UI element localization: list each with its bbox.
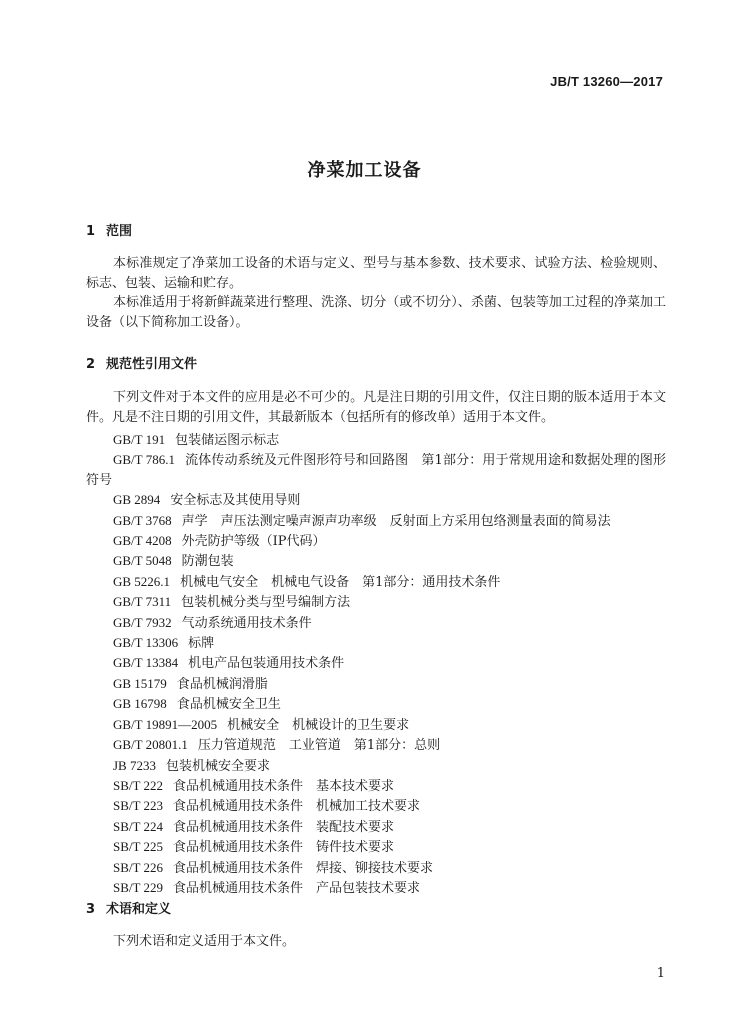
section-3-heading <box>86 898 171 917</box>
reference-title: 机电产品包装通用技术条件 <box>188 656 345 672</box>
reference-code: GB/T 13384 <box>113 655 179 671</box>
reference-title: 包装机械安全要求 <box>165 758 270 774</box>
reference-title: 食品机械通用技术条件 产品包装技术要求 <box>172 880 420 896</box>
reference-code: JB 7233 <box>113 757 156 773</box>
reference-item <box>86 776 666 796</box>
reference-code: GB/T 7932 <box>113 614 172 630</box>
standard-code: JB/T 13260—2017 <box>550 74 663 89</box>
section-2-heading <box>86 353 197 372</box>
reference-item <box>86 592 666 612</box>
reference-code: GB/T 786.1 <box>113 452 176 468</box>
reference-code: GB/T 5048 <box>113 553 172 569</box>
reference-code: GB/T 13306 <box>113 635 179 651</box>
reference-item <box>86 572 666 592</box>
reference-title: 外壳防护等级（IP代码） <box>181 534 326 550</box>
reference-item <box>86 430 666 450</box>
reference-code: GB/T 3768 <box>113 512 172 528</box>
reference-title: 食品机械通用技术条件 铸件技术要求 <box>172 840 394 856</box>
section-1-paragraph-1: 本标准规定了净菜加工设备的术语与定义、型号与基本参数、技术要求、试验方法、检验规则、标志、包装、运输和贮存。 <box>86 256 666 291</box>
reference-title: 食品机械润滑脂 <box>176 676 268 692</box>
reference-item <box>86 715 666 735</box>
reference-title: 包装机械分类与型号编制方法 <box>181 595 351 611</box>
reference-item <box>86 450 666 490</box>
reference-title: 食品机械通用技术条件 焊接、铆接技术要求 <box>172 860 433 876</box>
reference-item <box>86 796 666 816</box>
document-title: 净菜加工设备 <box>307 160 422 181</box>
section-3-intro: 下列术语和定义适用于本文件。 <box>113 934 296 949</box>
normative-reference-list <box>86 430 666 898</box>
reference-code: SB/T 229 <box>113 879 163 895</box>
reference-item <box>86 531 666 551</box>
section-1-paragraph-2: 本标准适用于将新鲜蔬菜进行整理、洗涤、切分（或不切分）、杀菌、包装等加工过程的净菜加工设备（以下简称加工设备）。 <box>86 295 666 330</box>
section-2-title: 规范性引用文件 <box>106 357 198 372</box>
reference-item <box>86 694 666 714</box>
reference-item <box>86 858 666 878</box>
section-1-title: 范围 <box>106 224 133 239</box>
section-1-number: 1 <box>86 224 96 239</box>
reference-code: GB/T 191 <box>113 432 166 447</box>
reference-title: 食品机械通用技术条件 基本技术要求 <box>172 778 394 794</box>
reference-item <box>86 653 666 673</box>
reference-item <box>86 837 666 857</box>
reference-code: GB/T 7311 <box>113 594 172 610</box>
reference-item <box>86 878 666 898</box>
reference-code: SB/T 225 <box>113 839 163 855</box>
section-3-number: 3 <box>86 902 96 917</box>
reference-title: 标牌 <box>188 636 215 652</box>
reference-code: GB/T 20801.1 <box>113 737 188 753</box>
reference-title: 压力管道规范 工业管道 第1部分：总则 <box>197 738 441 754</box>
section-3-title: 术语和定义 <box>106 902 172 917</box>
reference-title: 声学 声压法测定噪声源声功率级 反射面上方采用包络测量表面的简易法 <box>181 513 611 529</box>
reference-item <box>86 735 666 755</box>
reference-code: GB 2894 <box>113 492 161 508</box>
reference-code: GB 16798 <box>113 696 167 712</box>
reference-title: 食品机械安全卫生 <box>176 697 281 713</box>
section-2-number: 2 <box>86 357 96 372</box>
reference-code: SB/T 224 <box>113 818 163 834</box>
reference-title: 食品机械通用技术条件 装配技术要求 <box>172 819 394 835</box>
reference-title: 食品机械通用技术条件 机械加工技术要求 <box>172 799 420 815</box>
reference-item <box>86 490 666 510</box>
reference-code: GB 15179 <box>113 675 167 691</box>
reference-title: 防潮包装 <box>181 554 234 570</box>
reference-title: 气动系统通用技术条件 <box>181 615 312 631</box>
reference-code: SB/T 226 <box>113 859 163 875</box>
reference-item <box>86 613 666 633</box>
reference-item <box>86 817 666 837</box>
reference-item <box>86 633 666 653</box>
section-1-heading <box>86 220 132 239</box>
reference-item <box>86 674 666 694</box>
reference-item <box>86 511 666 531</box>
reference-item <box>86 551 666 571</box>
reference-title: 包装储运图示标志 <box>175 433 280 448</box>
reference-code: SB/T 222 <box>113 777 163 793</box>
section-2-intro: 下列文件对于本文件的应用是必不可少的。凡是注日期的引用文件，仅注日期的版本适用于本文件。凡是不注日期的引用文件，其最新版本（包括所有的修改单）适用于本文件。 <box>86 390 666 425</box>
reference-title: 机械安全 机械设计的卫生要求 <box>227 717 410 733</box>
reference-title: 安全标志及其使用导则 <box>170 493 301 509</box>
reference-code: SB/T 223 <box>113 798 163 814</box>
reference-code: GB/T 19891—2005 <box>113 716 218 732</box>
reference-item <box>86 756 666 776</box>
reference-title: 流体传动系统及元件图形符号和回路图 第1部分：用于常规用途和数据处理的图形符号 <box>86 453 666 488</box>
page-number: 1 <box>656 966 665 981</box>
reference-code: GB/T 4208 <box>113 533 172 549</box>
reference-code: GB 5226.1 <box>113 573 171 589</box>
reference-title: 机械电气安全 机械电气设备 第1部分：通用技术条件 <box>180 574 501 590</box>
